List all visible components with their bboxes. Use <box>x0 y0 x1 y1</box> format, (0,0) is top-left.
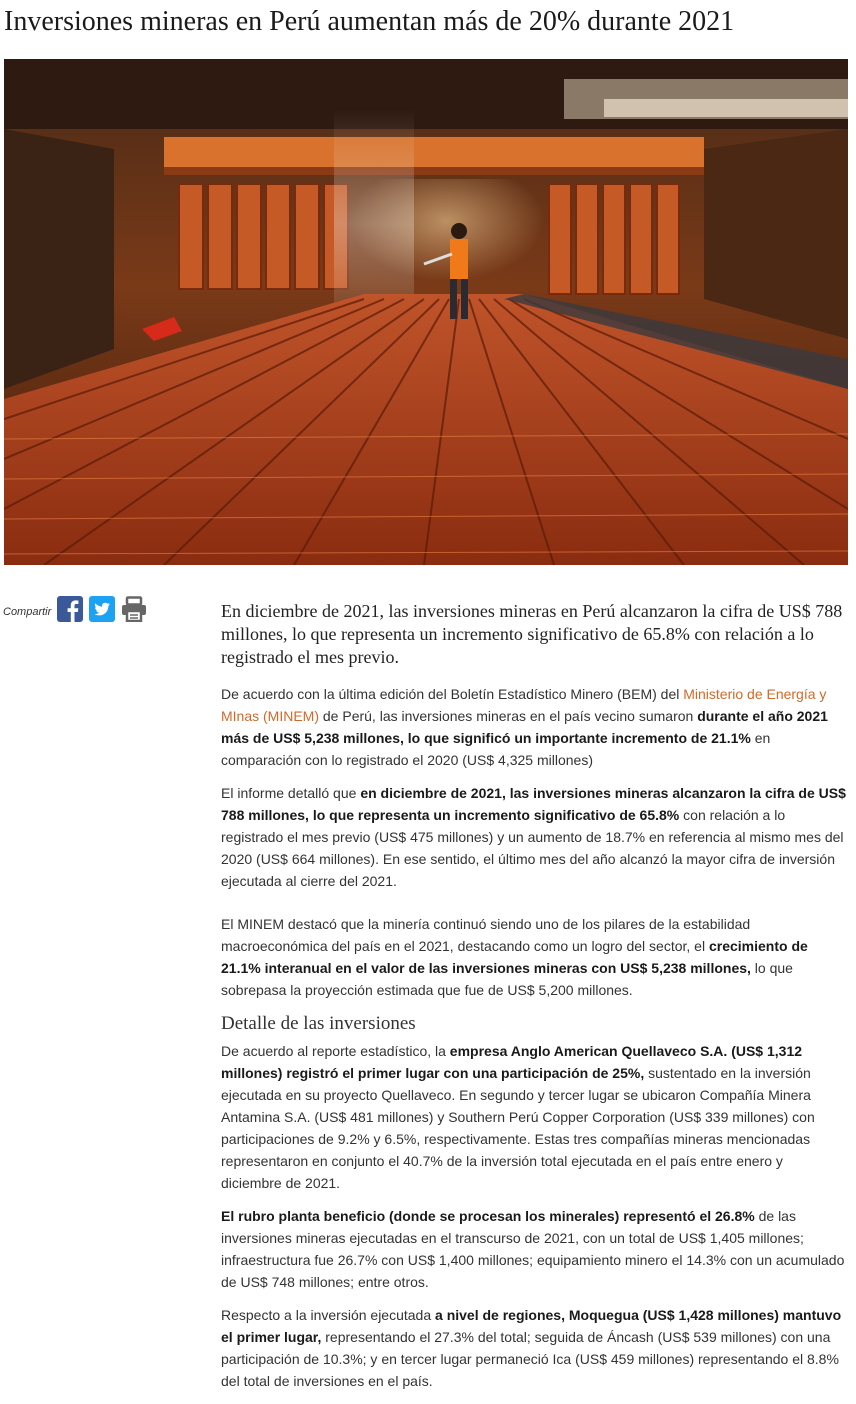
paragraph-5: El rubro planta beneficio (donde se procesan los minerales) representó el 26.8% de las inversiones mineras ejecutadas en el transcurso de 2021, con un total de US$ 1,405 millones; infraestructura fue 26.7% con US$ 1,400 millones; equipamiento minero el 14.3% con un acumulado de US$ 748 millones; entre otros. <box>221 1208 845 1290</box>
paragraph-4: De acuerdo al reporte estadístico, la empresa Anglo American Quellaveco S.A. (US$ 1,312 millones) registró el primer lugar con una participación de 25%, sustentado en la inversión ejecutada en su proyecto Quellaveco. En segundo y tercer lugar se ubicaron Compañía Minera Antamina S.A. (US$ 481 millones) y Southern Perú Copper Corporation (US$ 339 millones) con participaciones de 9.2% y 6.5%, respectivamente. Estas tres compañías mineras mencionadas representaron en conjunto el 40.7% de la inversión total ejecutada en el país entre enero y diciembre de 2021. <box>221 1043 815 1191</box>
share-bar <box>3 596 153 622</box>
article-title: Inversiones mineras en Perú aumentan más de 20% durante 2021 <box>4 6 735 37</box>
paragraph-2: El informe detalló que en diciembre de 2021, las inversiones mineras alcanzaron la cifra de US$ 788 millones, lo que representa un incremento significativo de 65.8% con relación a lo registrado el mes previo (US$ 475 millones) y un aumento de 18.7% en referencia al mismo mes del 2020 (US$ 664 millones). En ese sentido, el último mes del año alcanzó la mayor cifra de inversión ejecutada al cierre del 2021. <box>221 785 846 889</box>
print-icon[interactable] <box>121 596 147 622</box>
minem-link[interactable]: Ministerio de Energía y MInas (MINEM) <box>221 686 827 724</box>
facebook-icon[interactable] <box>57 596 83 622</box>
hero-photo <box>4 59 848 565</box>
article-body <box>221 600 846 1403</box>
paragraph-1: De acuerdo con la última edición del Boletín Estadístico Minero (BEM) del Ministerio de Energía y MInas (MINEM) de Perú, las inversiones mineras en el país vecino sumaron durante el año 2021 más de US$ 5,238 millones, lo que significó un importante incremento de 21.1% en comparación con lo registrado el 2020 (US$ 4,325 millones) <box>221 686 828 768</box>
section-heading: Detalle de las inversiones <box>221 1013 416 1034</box>
share-label: Compartir <box>3 606 52 618</box>
paragraph-3: El MINEM destacó que la minería continuó siendo uno de los pilares de la estabilidad macroeconómica del país en el 2021, destacando como un logro del sector, el crecimiento de 21.1% interanual en el valor de las inversiones mineras con US$ 5,238 millones, lo que sobrepasa la proyección estimada que fue de US$ 5,200 millones. <box>221 916 808 998</box>
article-lead: En diciembre de 2021, las inversiones mineras en Perú alcanzaron la cifra de US$ 788 millones, lo que representa un incremento significativo de 65.8% con relación a lo registrado el mes previo. <box>221 601 843 667</box>
paragraph-6: Respecto a la inversión ejecutada a nivel de regiones, Moquegua (US$ 1,428 millones) mantuvo el primer lugar, representando el 27.3% del total; seguida de Áncash (US$ 539 millones) con una participación de 10.3%; y en tercer lugar permaneció Ica (US$ 459 millones) representando el 8.8% del total de inversiones en el país. <box>221 1307 842 1389</box>
twitter-icon[interactable] <box>89 596 115 622</box>
copper-refinery-illustration <box>4 59 848 565</box>
